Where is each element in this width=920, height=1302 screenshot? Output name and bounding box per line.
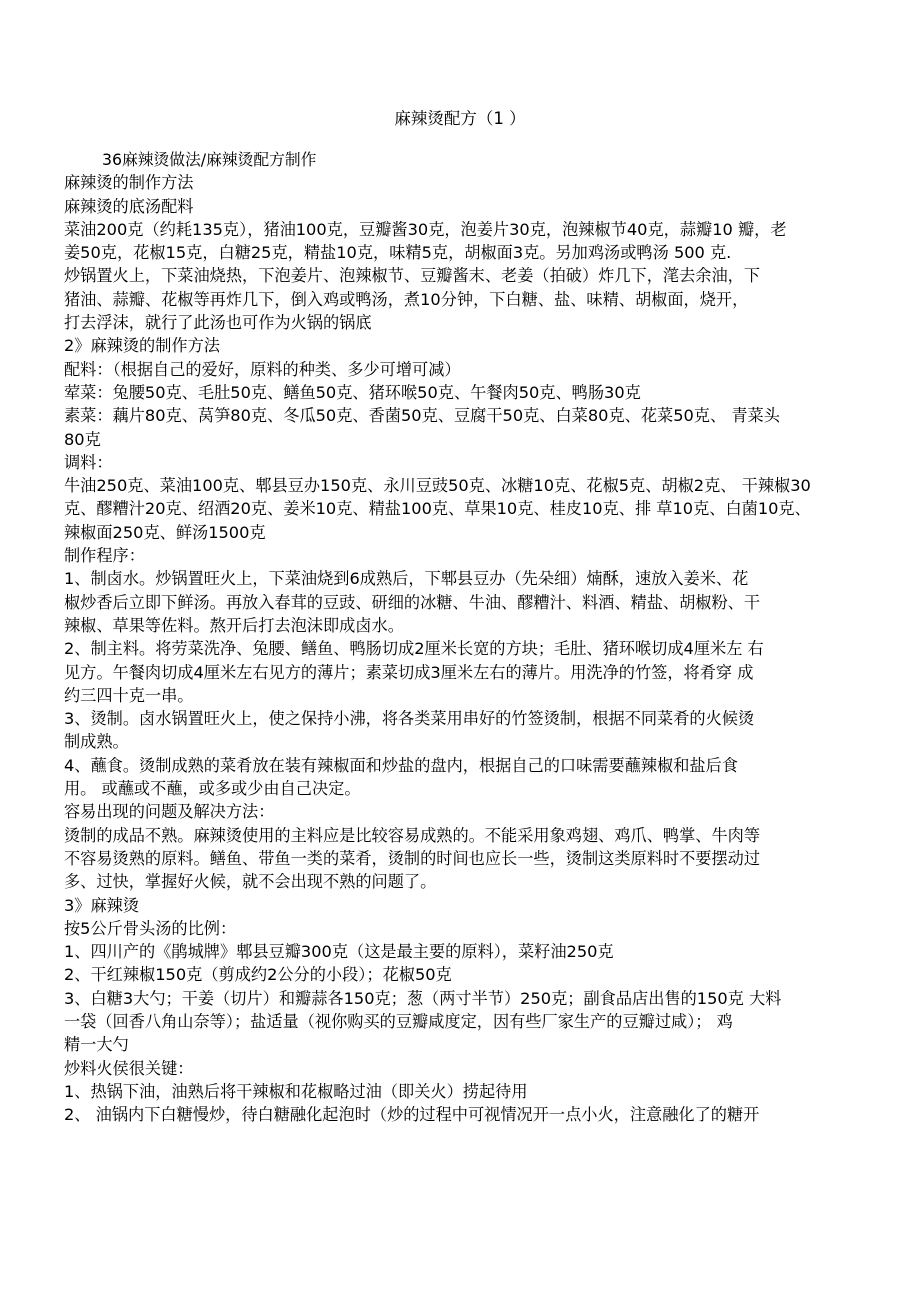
text-line: 3、烫制。卤水锅置旺火上，使之保持小沸，将各类菜用串好的竹签烫制，根据不同菜肴的火候烫 xyxy=(64,709,755,729)
text-line: 猪油、蒜瓣、花椒等再炸几下，倒入鸡或鸭汤，煮10分钟，下白糖、盐、味精、胡椒面，烧开， xyxy=(64,289,749,309)
text-line: 素菜：藕片80克、莴笋80克、冬瓜50克、香菌50克、豆腐干50克、白菜80克、花菜50克、 青菜头 xyxy=(64,406,780,426)
text-line: 打去浮沫，就行了此汤也可作为火锅的锅底 xyxy=(64,313,372,333)
text-line: 一袋（回香八角山奈等）；盐适量（视你购买的豆瓣咸度定，因有些厂家生产的豆瓣过咸）； 鸡 xyxy=(64,1011,733,1031)
text-line: 多、过快，掌握好火候，就不会出现不熟的问题了。 xyxy=(64,872,437,892)
text-line: 2、制主料。将劳菜洗净、兔腰、鳝鱼、鸭肠切成2厘米长宽的方块；毛肚、猪环喉切成4厘米左 右 xyxy=(64,639,764,659)
text-line: 2、 油锅内下白糖慢炒，待白糖融化起泡时（炒的过程中可视情况开一点小火，注意融化了的糖开 xyxy=(64,1105,760,1125)
text-line: 炒料火侯很关键： xyxy=(64,1058,194,1078)
text-line: 2》麻辣烫的制作方法 xyxy=(64,336,220,356)
text-line: 菜油200克（约耗135克），猪油100克，豆瓣酱30克，泡姜片30克，泡辣椒节40克，蒜瓣10 瓣，老 xyxy=(64,219,787,239)
text-line: 麻辣烫的制作方法 xyxy=(64,173,194,193)
text-line: 1、制卤水。炒锅置旺火上，下菜油烧到6成熟后，下郫县豆办（先朵细）煵酥，速放入姜米、花 xyxy=(64,569,749,589)
text-line: 克、醪糟汁20克、绍酒20克、姜米10克、精盐100克、草果10克、桂皮10克、排 草10克、白菌10克、 xyxy=(64,499,811,519)
text-line: 约三四十克一串。 xyxy=(64,685,194,705)
text-line: 配料：（根据自己的爱好，原料的种类、多少可增可减） xyxy=(64,359,461,379)
text-line: 1、四川产的《鹃城牌》郫县豆瓣300克（这是最主要的原料），菜籽油250克 xyxy=(64,942,614,962)
document-title: 麻辣烫配方（1 ） xyxy=(394,109,526,128)
text-line: 制作程序： xyxy=(64,546,145,566)
document-body xyxy=(64,148,894,1126)
text-line: 3、白糖3大勺；干姜（切片）和瓣蒜各150克；葱（两寸半节）250克；副食品店出售的150克 大料 xyxy=(64,988,782,1008)
text-line: 4、蘸食。烫制成熟的菜肴放在装有辣椒面和炒盐的盘内，根据自己的口味需要蘸辣椒和盐后食 xyxy=(64,755,738,775)
text-line: 椒炒香后立即下鲜汤。再放入春茸的豆豉、研细的冰糖、牛油、醪糟汁、料酒、精盐、胡椒粉、干 xyxy=(64,592,761,612)
text-line: 制成熟。 xyxy=(64,732,129,752)
text-line: 见方。午餐肉切成4厘米左右见方的薄片；素菜切成3厘米左右的薄片。用洗净的竹签，将肴穿 成 xyxy=(64,662,754,682)
text-line: 牛油250克、菜油100克、郫县豆办150克、永川豆豉50克、冰糖10克、花椒5克、胡椒2克、 干辣椒30 xyxy=(64,476,811,496)
text-line: 3》麻辣烫 xyxy=(64,895,140,915)
text-line: 炒锅置火上，下菜油烧热，下泡姜片、泡辣椒节、豆瓣酱末、老姜（拍破）炸几下，滗去余油，下 xyxy=(64,266,761,286)
text-line: 辣椒、草果等佐料。熬开后打去泡沫即成卤水。 xyxy=(64,615,404,635)
text-line: 不容易烫熟的原料。鳝鱼、带鱼一类的菜肴，烫制的时间也应长一些，烫制这类原料时不要摆动过 xyxy=(64,848,761,868)
text-line: 麻辣烫的底汤配料 xyxy=(64,196,194,216)
text-line: 姜50克，花椒15克，白糖25克，精盐10克，味精5克，胡椒面3克。另加鸡汤或鸭汤 500 克. xyxy=(64,243,732,263)
text-line: 2、干红辣椒150克（剪成约2公分的小段）；花椒50克 xyxy=(64,965,452,985)
text-line: 80克 xyxy=(64,429,101,449)
text-line: 烫制的成品不熟。麻辣烫使用的主料应是比较容易成熟的。不能采用象鸡翅、鸡爪、鸭掌、牛肉等 xyxy=(64,825,761,845)
text-line: 36麻辣烫做法/麻辣烫配方制作 xyxy=(102,150,317,169)
text-line: 精一大勺 xyxy=(64,1035,129,1055)
text-line: 容易出现的问题及解决方法： xyxy=(64,802,275,822)
text-line: 辣椒面250克、鲜汤1500克 xyxy=(64,522,266,542)
text-line: 荤菜：兔腰50克、毛肚50克、鳝鱼50克、猪环喉50克、午餐肉50克、鸭肠30克 xyxy=(64,382,641,402)
text-line: 按5公斤骨头汤的比例： xyxy=(64,918,237,938)
text-line: 用。 或蘸或不蘸，或多或少由自己决定。 xyxy=(64,779,361,799)
text-line: 1、热锅下油，油熟后将干辣椒和花椒略过油（即关火）捞起待用 xyxy=(64,1081,528,1101)
text-line: 调料： xyxy=(64,452,113,472)
